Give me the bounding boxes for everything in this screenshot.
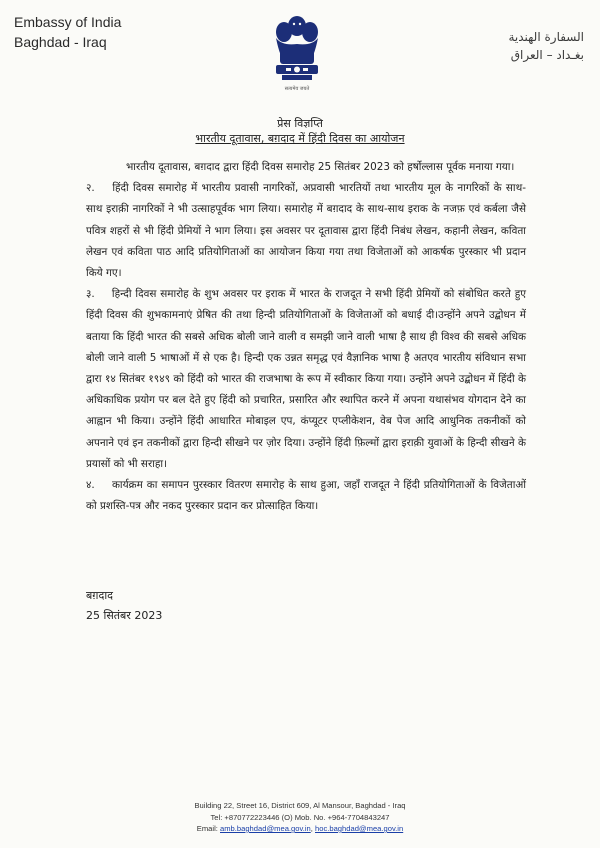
- paragraph-2-number: २.: [86, 182, 95, 195]
- sign-place: बग़दाद: [86, 589, 114, 602]
- press-release-heading: प्रेस विज्ञप्ति: [277, 117, 323, 130]
- letterhead-english: [14, 12, 121, 52]
- paragraph-1-text: भारतीय दूतावास, बग़दाद द्वारा हिंदी दिवस समारोह 25 सितंबर 2023 को हर्षोल्लास पूर्वक मनाया गया।: [126, 161, 515, 173]
- footer: [0, 800, 600, 835]
- letterhead-arabic: [508, 28, 584, 64]
- embassy-name-arabic: السفارة الهندية: [508, 30, 584, 44]
- paragraph-4-text: कार्यक्रम का समापन पुरस्कार वितरण समारोह के साथ हुआ, जहाँ राजदूत ने हिंदी प्रतियोगिताओं के विजेताओं को प्रशस्ति-पत्र और नकद पुरस्कार प्रदान कर प्रोत्साहित किया।: [86, 479, 527, 513]
- press-release-subject: भारतीय दूतावास, बग़दाद में हिंदी दिवस का आयोजन: [195, 132, 405, 145]
- embassy-name: Embassy of India: [14, 14, 122, 30]
- embassy-location-arabic: بغـداد – العراق: [510, 48, 584, 62]
- paragraph-2-text: हिंदी दिवस समारोह में भारतीय प्रवासी नागरिकों, अप्रवासी भारतियों तथा भारतीय मूल के नागरिकों के साथ-साथ इराक़ी नागरिकों ने भी उत्साहपूर्वक भाग लिया। समारोह में बग़दाद के साथ-साथ इराक के नजफ़ एवं कर्बला जैसे पवित्र शहरों से भी हिंदी प्रेमियों ने भाग लिया। इस अवसर पर दूतावास द्वारा हिंदी निबंध लेखन, कहानी लेखन, कविता लेखन एवं कविता पाठ आदि प्रतियोगिताओं का आयोजन किया गया तथा विजेताओं को आकर्षक पुरस्कार भी प्रदान किये गए।: [86, 182, 526, 280]
- paragraph-4-number: ४.: [86, 479, 95, 492]
- footer-email-line: [0, 823, 600, 835]
- email-link-ambassador[interactable]: amb.baghdad@mea.gov.in: [220, 824, 311, 833]
- signature-block: [86, 586, 162, 626]
- press-release-body: [86, 157, 526, 517]
- paragraph-2: [86, 178, 526, 284]
- emblem-motto: सत्यमेव जयते: [284, 86, 310, 92]
- footer-email-separator: ,: [310, 824, 313, 833]
- paragraph-1: [86, 157, 526, 178]
- sign-date: 25 सितंबर 2023: [86, 609, 163, 622]
- paragraph-3: [86, 284, 526, 475]
- footer-address: Building 22, Street 16, District 609, Al Mansour, Baghdad - Iraq: [194, 801, 406, 810]
- embassy-location: Baghdad - Iraq: [14, 34, 107, 50]
- paragraph-3-number: ३.: [86, 288, 95, 301]
- email-link-hoc[interactable]: hoc.baghdad@mea.gov.in: [315, 824, 404, 833]
- footer-email-label: Email:: [196, 824, 218, 833]
- paragraph-3-text: हिन्दी दिवस समारोह के शुभ अवसर पर इराक में भारत के राजदूत ने सभी हिंदी प्रेमियों को संबोधित करते हुए हिंदी दिवस की शुभकामनाएं प्रेषित की तथा हिन्दी प्रतियोगिताओं के विजेताओं को बधाई दी।उन्होंने अपने उद्बोधन में बताया कि हिंदी भारत की सबसे अधिक बोली जाने वाली व समझी जाने वाली भाषा है साथ ही विश्व की सबसे अधिक बोली जाने वाली 5 भाषाओं में से एक है। हिन्दी एक उन्नत समृद्ध एवं वैज्ञानिक भाषा है अतएव भारतीय संविधान सभा द्वारा १४ सितंबर १९४९ को हिंदी को भारत की राजभाषा के रूप में स्वीकार किया गया। उन्होंने अपने उद्बोधन में हिंदी के अधिकाधिक प्रयोग पर बल देते हुए हिंदी को प्रचारित, प्रसारित और स्थापित करने में अपना यथासंभव योगदान देने का आह्वान भी किया। उन्होंने हिंदी आधारित मोबाइल एप, कंप्यूटर एप्लीकेशन, वेब पेज आदि आधुनिक तकनीकों को अपनाने एवं इन तकनीकों द्वारा हिन्दी सीखने पर ज़ोर दिया। उन्होंने हिंदी फ़िल्मों द्वारा इराक़ी युवाओं के हिन्दी सीखने के प्रयासों को भी सराहा।: [86, 288, 526, 470]
- footer-telephone: Tel: +870772223446 (O) Mob. No. +964-7704843247: [210, 812, 390, 822]
- paragraph-4: [86, 475, 526, 517]
- national-emblem-icon: [266, 10, 328, 96]
